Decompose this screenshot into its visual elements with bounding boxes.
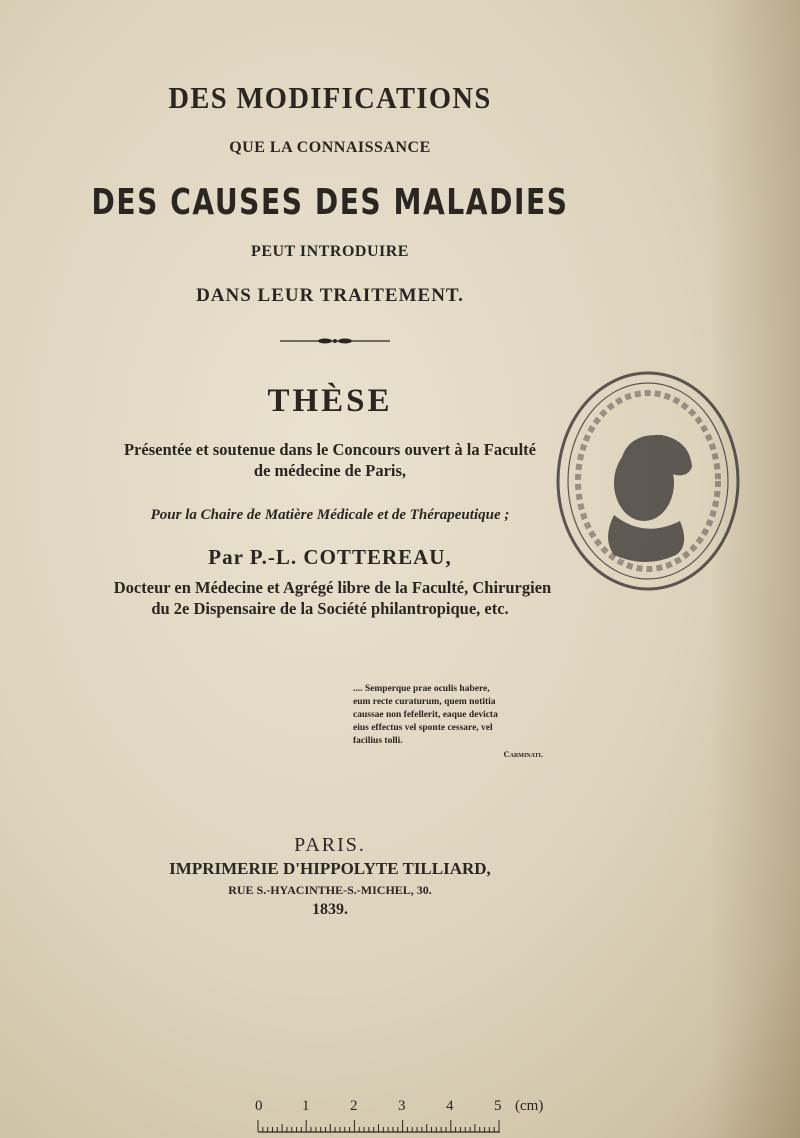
title-line-5: DANS LEUR TRAITEMENT. [196, 285, 464, 306]
scale-ruler [255, 1118, 505, 1134]
scale-label-3: 3 [398, 1098, 406, 1114]
credentials-line-1: Docteur en Médecine et Agrégé libre de la Faculté, Chirurgien [113, 578, 552, 597]
epigraph-line: eius effectus vel sponte cessare, vel [353, 723, 493, 733]
imprint-address: RUE S.-HYACINTHE-S.-MICHEL, 30. [228, 883, 432, 897]
scale-label-4: 4 [446, 1098, 454, 1114]
imprint-city: PARIS. [294, 834, 366, 856]
scale-label-1: 1 [302, 1098, 310, 1114]
epigraph-line: .... Semperque prae oculis habere, [353, 684, 490, 694]
title-line-3: DES CAUSES DES MALADIES [91, 182, 569, 223]
author-line: Par P.-L. COTTEREAU, [208, 545, 452, 569]
epigraph-line: caussae non fefellerit, eaque devicta [353, 710, 498, 720]
scale-label-0: 0 [255, 1098, 263, 1114]
imprint-year: 1839. [312, 901, 348, 918]
epigraph-author: Carminati. [503, 749, 543, 759]
ornamental-rule [280, 335, 390, 347]
scale-unit: (cm) [515, 1098, 544, 1114]
chair-line: Pour la Chaire de Matière Médicale et de Thérapeutique ; [150, 507, 510, 523]
presentation-line-2: de médecine de Paris, [253, 461, 407, 480]
thesis-heading: THÈSE [267, 383, 393, 419]
scale-label-5: 5 [494, 1098, 502, 1114]
presentation-line-1: Présentée et soutenue dans le Concours ouvert à la Faculté [124, 440, 536, 459]
imprint-printer: IMPRIMERIE D'HIPPOLYTE TILLIARD, [169, 859, 491, 878]
latin-epigraph [353, 683, 543, 761]
measurement-scale [255, 1098, 555, 1138]
epigraph-line: facilius tolli. [353, 736, 403, 746]
title-line-1: DES MODIFICATIONS [168, 80, 492, 115]
credentials-line-2: du 2e Dispensaire de la Société philantropique, etc. [151, 599, 509, 618]
epigraph-line: eum recte curaturum, quem notitia [353, 697, 496, 707]
scale-label-2: 2 [350, 1098, 358, 1114]
title-line-2: QUE LA CONNAISSANCE [229, 139, 431, 156]
library-stamp [552, 365, 744, 597]
title-line-4: PEUT INTRODUIRE [251, 243, 409, 260]
